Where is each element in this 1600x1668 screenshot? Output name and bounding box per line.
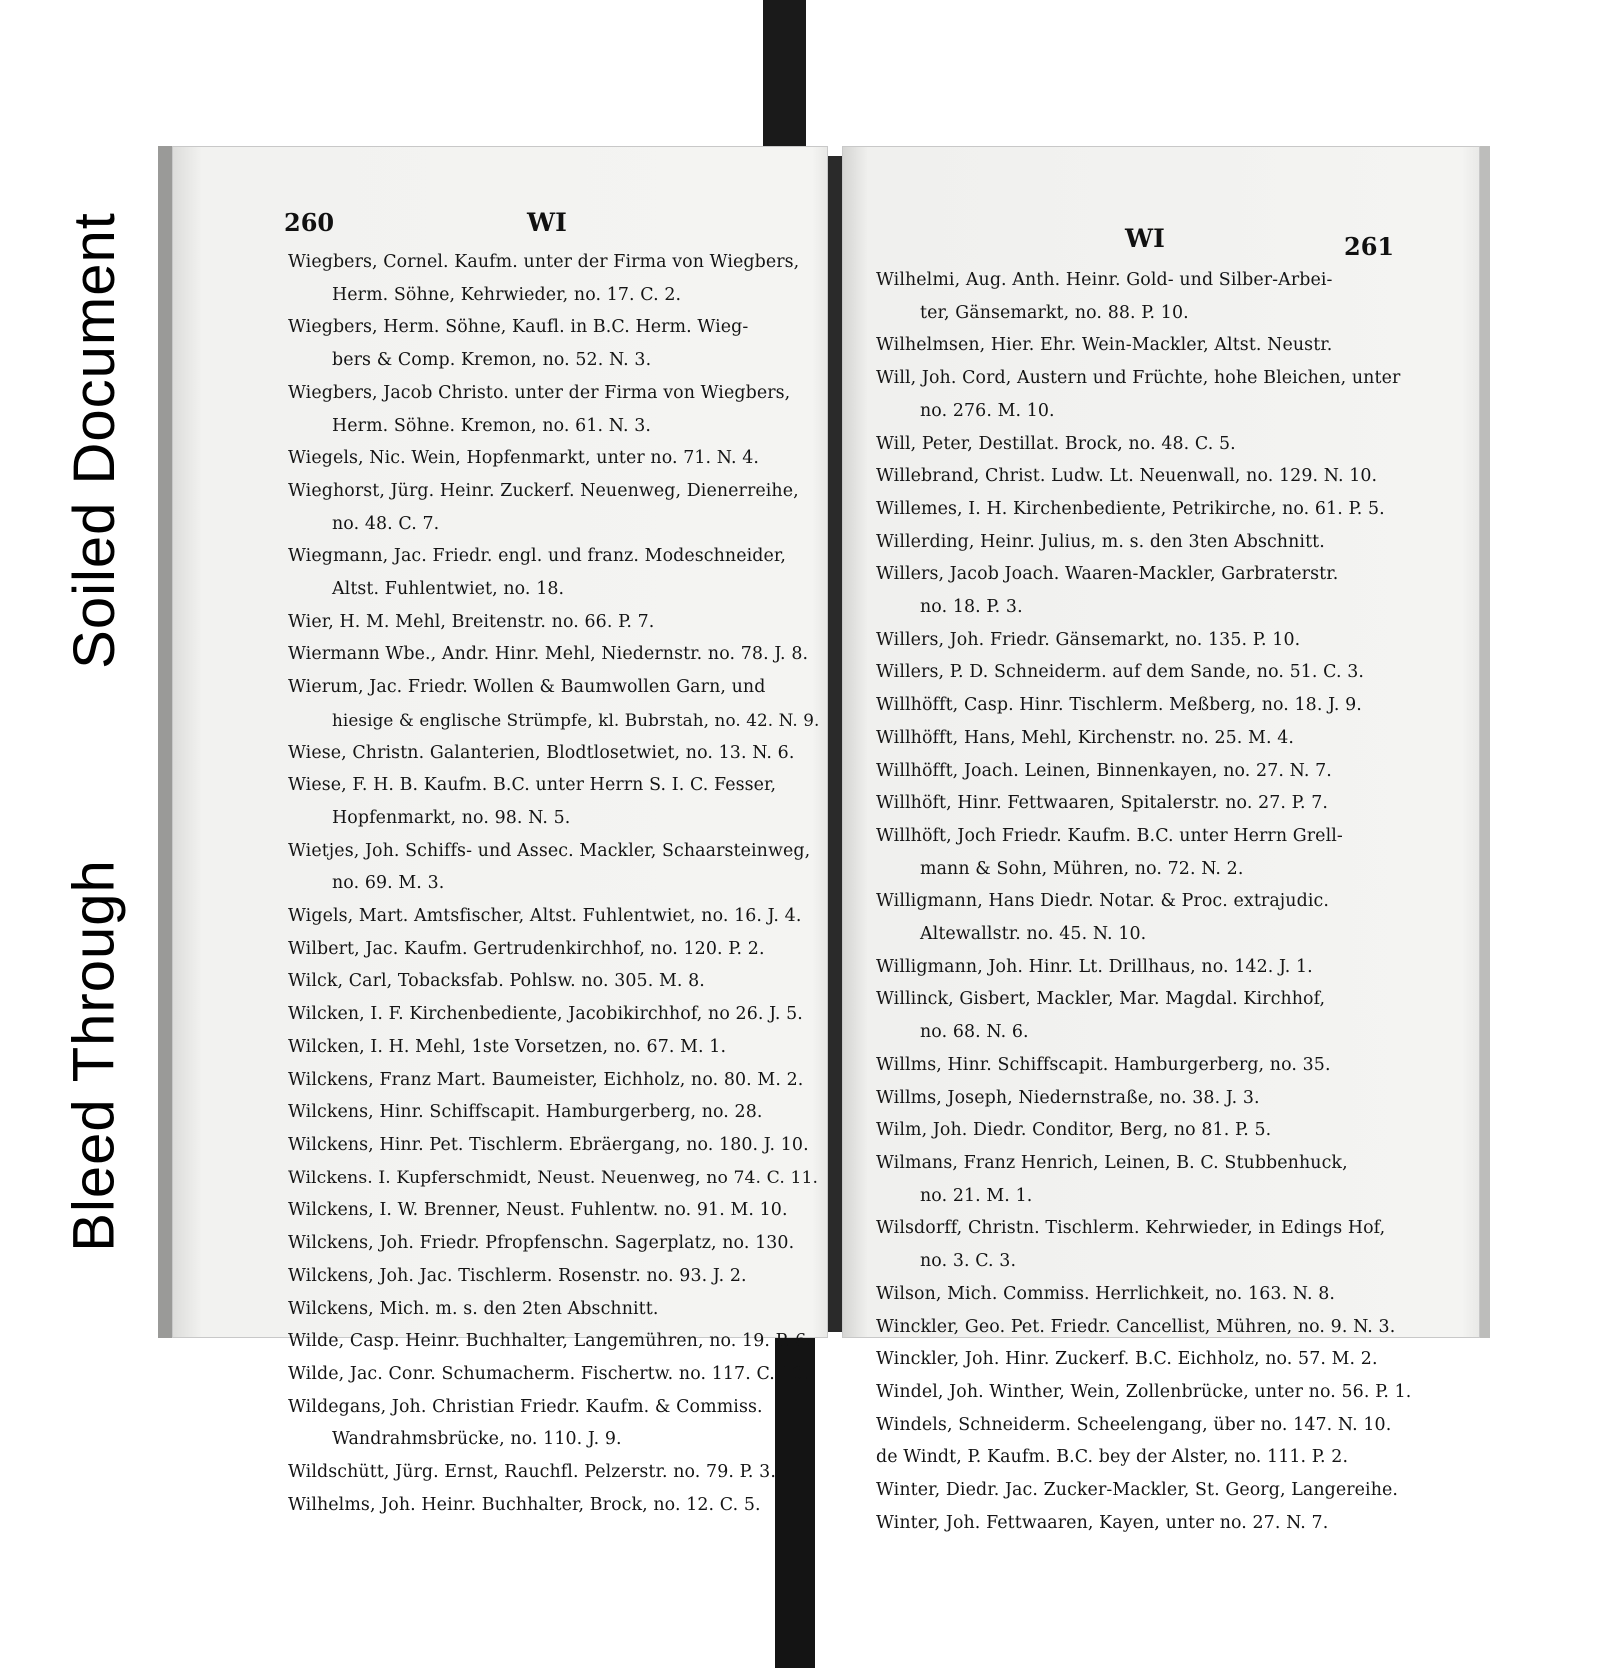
entry-line: bers & Comp. Kremon, no. 52. N. 3. [332,350,652,371]
entry-line: Wilson, Mich. Commiss. Herrlichkeit, no. 163. N. 8. [876,1283,1336,1304]
entry-line: Wilcken, I. F. Kirchenbediente, Jacobikirchhof, no 26. J. 5. [288,1004,803,1025]
entry-line: Willms, Hinr. Schiffscapit. Hamburgerberg, no. 35. [876,1054,1331,1075]
entry-line: Hopfenmarkt, no. 98. N. 5. [332,807,571,828]
entry-line: Wandrahmsbrücke, no. 110. J. 9. [332,1429,622,1450]
entry-line: Wiegbers, Cornel. Kaufm. unter der Firma von Wiegbers, [288,252,800,272]
entry-line: Willinck, Gisbert, Mackler, Mar. Magdal. Kirchhof, [876,989,1326,1010]
entry-line: Wilsdorff, Christn. Tischlerm. Kehrwieder, in Edings Hof, [876,1218,1386,1239]
entry-line: no. 276. M. 10. [920,400,1055,421]
book-gutter [828,156,842,1332]
entry-line: Willhöfft, Casp. Hinr. Tischlerm. Meßberg, no. 18. J. 9. [876,695,1362,716]
entry-line: Wildegans, Joh. Christian Friedr. Kaufm. & Commiss. [288,1396,763,1417]
entry-line: Wilde, Casp. Heinr. Buchhalter, Langemühren, no. 19. P. 6. [288,1331,812,1352]
entry-line: Willhöfft, Hans, Mehl, Kirchenstr. no. 25. M. 4. [876,727,1295,748]
entry-line: Willerding, Heinr. Julius, m. s. den 3ten Abschnitt. [876,531,1325,552]
entry-line: Willigmann, Joh. Hinr. Lt. Drillhaus, no. 142. J. 1. [876,956,1313,977]
entry-line: Wiese, Christn. Galanterien, Blodtlosetwiet, no. 13. N. 6. [288,742,795,763]
soiled-document-text: Soiled Document [61,211,127,669]
spine-strip-top [763,0,806,160]
entry-line: de Windt, P. Kaufm. B.C. bey der Alster, no. 111. P. 2. [876,1447,1349,1468]
entry-line: Willers, P. D. Schneiderm. auf dem Sande, no. 51. C. 3. [876,662,1365,683]
entry-line: ter, Gänsemarkt, no. 88. P. 10. [920,302,1189,323]
page-running-head: WI [527,208,567,237]
entry-line: Will, Peter, Destillat. Brock, no. 48. C. 5. [876,433,1236,454]
entry-line: Wilckens, Joh. Friedr. Pfropfenschn. Sagerplatz, no. 130. [288,1233,795,1254]
entry-line: Willebrand, Christ. Ludw. Lt. Neuenwall, no. 129. N. 10. [876,466,1378,487]
entry-line: Wiegels, Nic. Wein, Hopfenmarkt, unter no. 71. N. 4. [288,448,760,469]
entry-line: Windels, Schneiderm. Scheelengang, über no. 147. N. 10. [876,1414,1392,1435]
entry-line: Wilckens, Hinr. Pet. Tischlerm. Ebräergang, no. 180. J. 10. [288,1134,809,1155]
entry-line: Willers, Jacob Joach. Waaren-Mackler, Garbraterstr. [876,564,1339,585]
entry-line: Winter, Joh. Fettwaaren, Kayen, unter no. 27. N. 7. [876,1512,1329,1533]
entry-line: Wiegbers, Herm. Söhne, Kaufl. in B.C. Herm. Wieg- [288,317,749,338]
entry-line: Wilmans, Franz Henrich, Leinen, B. C. Stubbenhuck, [876,1152,1348,1173]
entry-line: Wilckens, I. W. Brenner, Neust. Fuhlentw. no. 91. M. 10. [288,1200,788,1221]
entry-line: Will, Joh. Cord, Austern und Früchte, hohe Bleichen, unter [876,368,1401,389]
right-page [842,146,1490,1533]
page-number: 261 [1344,232,1395,261]
page-running-head: WI [1125,224,1165,253]
entry-line: no. 21. M. 1. [920,1185,1033,1206]
entry-line: Wier, H. M. Mehl, Breitenstr. no. 66. P. 7. [288,611,655,632]
entry-line: Wilhelmi, Aug. Anth. Heinr. Gold- und Silber-Arbei- [876,270,1333,290]
soiled-document-label [44,160,144,720]
entry-line: Herm. Söhne, Kehrwieder, no. 17. C. 2. [332,284,682,305]
entry-line: Willhöft, Joch Friedr. Kaufm. B.C. unter Herrn Grell- [876,825,1343,846]
bleed-through-label [44,800,144,1310]
entry-line: Wiegmann, Jac. Friedr. engl. und franz. Modeschneider, [288,546,787,567]
entry-line: Wierum, Jac. Friedr. Wollen & Baumwollen Garn, und [288,677,766,698]
entry-line: Windel, Joh. Winther, Wein, Zollenbrücke, unter no. 56. P. 1. [876,1381,1412,1402]
entry-line: hiesige & englische Strümpfe, kl. Bubrstah, no. 42. N. 9. [332,709,820,730]
entry-line: Wilckens, Mich. m. s. den 2ten Abschnitt. [288,1298,659,1319]
entry-line: Willers, Joh. Friedr. Gänsemarkt, no. 135. P. 10. [876,629,1301,650]
entry-line: Willemes, I. H. Kirchenbediente, Petrikirche, no. 61. P. 5. [876,498,1385,519]
entry-line: Winter, Diedr. Jac. Zucker-Mackler, St. Georg, Langereihe. [876,1480,1399,1501]
entry-line: Willigmann, Hans Diedr. Notar. & Proc. extrajudic. [876,891,1329,912]
entry-line: Wiermann Wbe., Andr. Hinr. Mehl, Niedernstr. no. 78. J. 8. [288,644,809,665]
directory-entries [288,246,818,1521]
entry-line: Wigels, Mart. Amtsfischer, Altst. Fuhlentwiet, no. 16. J. 4. [288,906,802,927]
entry-line: mann & Sohn, Mühren, no. 72. N. 2. [920,858,1244,879]
entry-line: Willhöft, Hinr. Fettwaaren, Spitalerstr. no. 27. P. 7. [876,793,1328,814]
entry-line: Wilckens, Franz Mart. Baumeister, Eichholz, no. 80. M. 2. [288,1069,804,1090]
entry-line: Altewallstr. no. 45. N. 10. [920,924,1147,945]
entry-line: no. 68. N. 6. [920,1022,1029,1043]
entry-line: Wiegbers, Jacob Christo. unter der Firma von Wiegbers, [288,382,791,403]
entry-line: Wieghorst, Jürg. Heinr. Zuckerf. Neuenweg, Dienerreihe, [288,480,799,501]
entry-line: Wilhelms, Joh. Heinr. Buchhalter, Brock, no. 12. C. 5. [288,1494,761,1515]
entry-line: Wildschütt, Jürg. Ernst, Rauchfl. Pelzerstr. no. 79. P. 3. [288,1462,776,1483]
bleed-through-text: Bleed Through [61,858,127,1252]
entry-line: Wilm, Joh. Diedr. Conditor, Berg, no 81. P. 5. [876,1120,1272,1141]
entry-line: Wilhelmsen, Hier. Ehr. Wein-Mackler, Altst. Neustr. [876,335,1333,356]
entry-line: Wiese, F. H. B. Kaufm. B.C. unter Herrn S. I. C. Fesser, [288,775,777,796]
directory-entries [876,264,1476,1539]
book-spread [158,146,1490,1533]
entry-line: Willms, Joseph, Niedernstraße, no. 38. J. 3. [876,1087,1260,1108]
entry-line: Wilckens. I. Kupferschmidt, Neust. Neuenweg, no 74. C. 11. [288,1167,819,1188]
entry-line: Winckler, Geo. Pet. Friedr. Cancellist, Mühren, no. 9. N. 3. [876,1316,1396,1337]
entry-line: Wilbert, Jac. Kaufm. Gertrudenkirchhof, no. 120. P. 2. [288,938,765,959]
entry-line: Wilckens, Hinr. Schiffscapit. Hamburgerberg, no. 28. [288,1102,763,1123]
entry-line: no. 3. C. 3. [920,1251,1017,1272]
entry-line: Willhöfft, Joach. Leinen, Binnenkayen, no. 27. N. 7. [876,760,1332,781]
entry-line: Winckler, Joh. Hinr. Zuckerf. B.C. Eichholz, no. 57. M. 2. [876,1349,1378,1370]
page-number: 260 [284,208,335,237]
entry-line: Wilck, Carl, Tobacksfab. Pohlsw. no. 305. M. 8. [288,971,705,992]
entry-line: Wilckens, Joh. Jac. Tischlerm. Rosenstr. no. 93. J. 2. [288,1265,747,1286]
entry-line: Wietjes, Joh. Schiffs- und Assec. Mackler, Schaarsteinweg, [288,840,811,861]
entry-line: Wilde, Jac. Conr. Schumacherm. Fischertw. no. 117. C. 10. [288,1363,809,1384]
entry-line: no. 18. P. 3. [920,597,1023,618]
entry-line: Wilcken, I. H. Mehl, 1ste Vorsetzen, no. 67. M. 1. [288,1036,727,1057]
entry-line: no. 48. C. 7. [332,513,440,534]
entry-line: Altst. Fuhlentwiet, no. 18. [332,579,565,600]
entry-line: Herm. Söhne. Kremon, no. 61. N. 3. [332,415,652,436]
entry-line: no. 69. M. 3. [332,873,445,894]
left-page [158,146,828,1515]
